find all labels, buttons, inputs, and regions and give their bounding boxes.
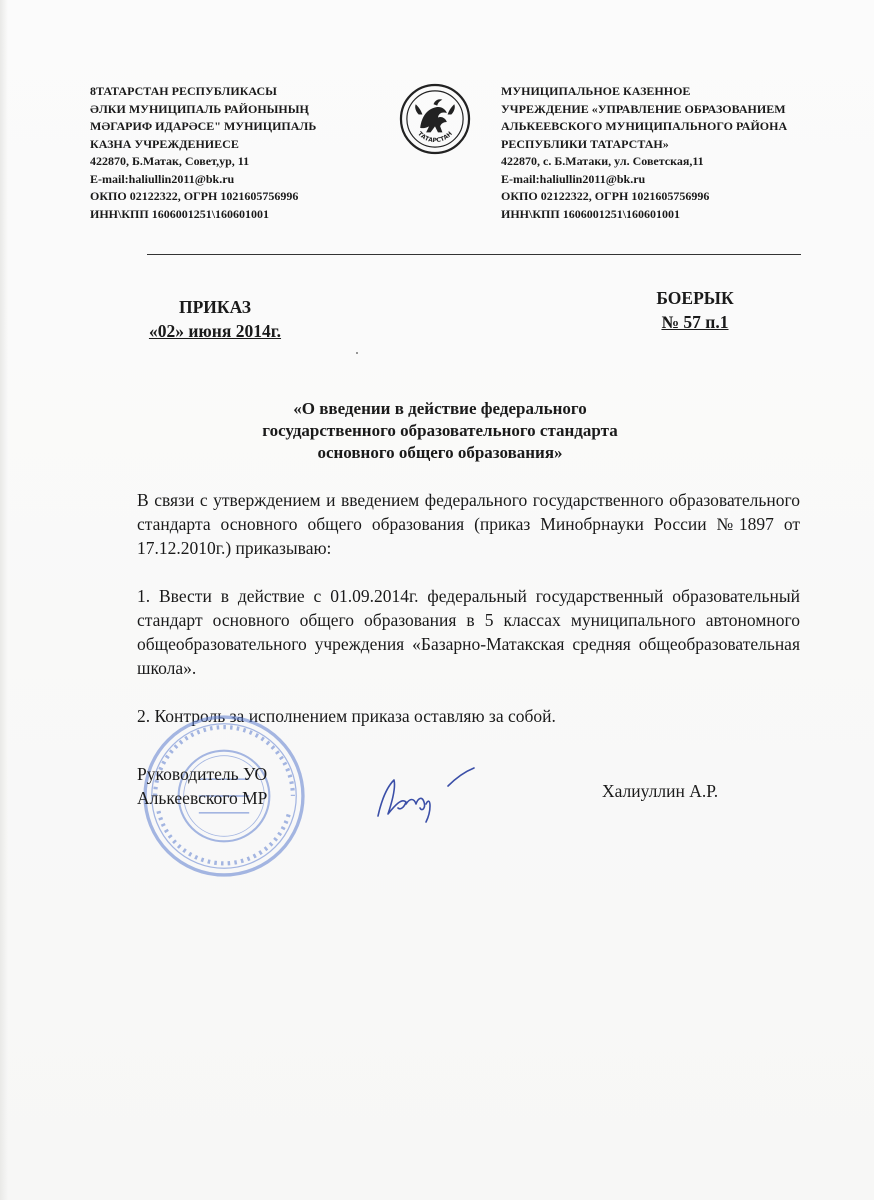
letterhead-left-title-line: ӘЛКИ МУНИЦИПАЛЬ РАЙОНЫНЫҢ	[90, 101, 309, 116]
order-date: «02» июня 2014г.	[148, 321, 282, 341]
handwritten-signature-icon	[370, 758, 480, 828]
svg-text:ТАТАРСТАН	[416, 131, 454, 144]
letterhead-right	[501, 83, 831, 223]
letterhead-left-title-line: КАЗНА УЧРЕЖДЕНИЕСЕ	[90, 136, 239, 151]
emblem-caption: ТАТАРСТАН	[416, 131, 454, 145]
body-intro: В связи с утверждением и введением федерального государственного образовательного стандарта основного общего образования (приказ Минобрнауки России №1897 от 17.12.2010г.) приказываю:	[137, 490, 800, 558]
order-title-ru: ПРИКАЗ	[178, 297, 252, 317]
letterhead-right-title-line: УЧРЕЖДЕНИЕ «УПРАВЛЕНИЕ ОБРАЗОВАНИЕМ	[501, 101, 786, 116]
letterhead-left-title-line: МӘГАРИФ ИДАРӘСЕ" МУНИЦИПАЛЬ	[90, 119, 317, 133]
subject-line: основного общего образования»	[317, 443, 563, 462]
signatory-position-line: Руководитель УО	[137, 764, 268, 784]
tatarstan-emblem-icon	[398, 82, 472, 156]
body-item-1: 1. Ввести в действие с 01.09.2014г. федеральный государственный образовательный стандарт основного общего образования в 5 классах муниципального автономного общеобразовательного учреждения «Базарно-Матакская средняя общеобразовательная школа».	[137, 586, 800, 678]
subject-line: «О введении в действие федерального	[293, 399, 587, 418]
letterhead-divider	[147, 254, 801, 255]
order-number: № 57 п.1	[661, 312, 729, 332]
letterhead-left-email: E-mail:haliullin2011@bk.ru	[90, 171, 235, 186]
letterhead-right-okpo: ОКПО 02122322, ОГРН 1021605756996	[501, 189, 710, 203]
letterhead-left-address: 422870, Б.Матак, Совет,ур, 11	[90, 154, 250, 168]
letterhead-left	[90, 83, 390, 223]
order-title-tt: БОЕРЫК	[656, 288, 734, 308]
scan-speck	[356, 352, 358, 354]
letterhead-right-title-line: МУНИЦИПАЛЬНОЕ КАЗЕННОЕ	[501, 84, 691, 98]
body-item-2: 2. Контроль за исполнением приказа оставляю за собой.	[137, 706, 556, 726]
subject-line: государственного образовательного стандарта	[262, 421, 618, 440]
letterhead-left-inn: ИНН\КПП 1606001251\160601001	[90, 206, 270, 221]
letterhead-right-title-line: РЕСПУБЛИКИ ТАТАРСТАН»	[501, 136, 669, 151]
letterhead-right-address: 422870, с. Б.Матаки, ул. Советская,11	[501, 154, 704, 168]
order-heading-right	[620, 286, 770, 334]
order-subject	[150, 398, 730, 464]
signatory-name: Халиуллин А.Р.	[602, 781, 719, 801]
letterhead-right-title-line: АЛЬКЕЕВСКОГО МУНИЦИПАЛЬНОГО РАЙОНА	[501, 119, 788, 133]
scan-edge-shadow	[0, 0, 8, 1200]
letterhead-right-email: E-mail:haliullin2011@bk.ru	[501, 171, 646, 186]
letterhead-left-title-line: 8ТАТАРСТАН РЕСПУБЛИКАСЫ	[90, 84, 277, 98]
signatory-position-line: Алькеевского МР	[137, 788, 268, 808]
letterhead-right-inn: ИНН\КПП 1606001251\160601001	[501, 206, 681, 221]
letterhead-left-okpo: ОКПО 02122322, ОГРН 1021605756996	[90, 189, 299, 203]
order-heading-left	[130, 295, 300, 343]
